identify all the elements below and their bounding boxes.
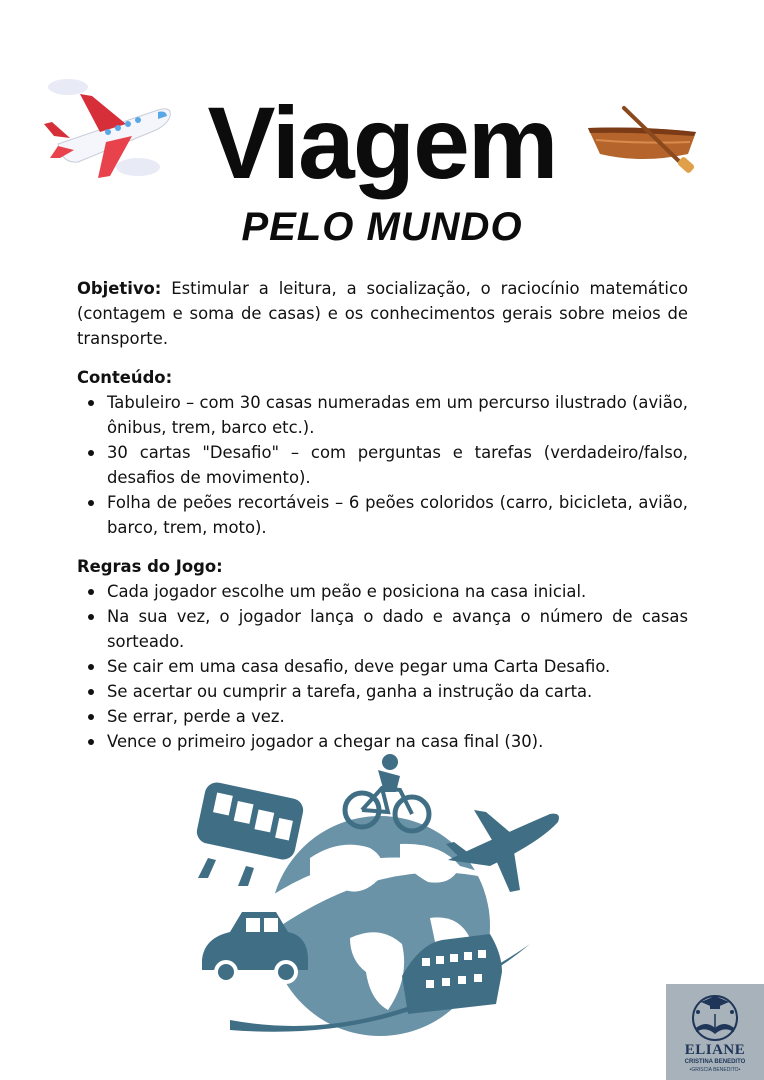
logo-subtitle: CRISTINA BENEDITO (684, 1059, 746, 1065)
list-item: Folha de peões recortáveis – 6 peões coloridos (carro, bicicleta, avião, barco, trem, moto). (77, 490, 688, 540)
list-item: Cada jogador escolhe um peão e posiciona na casa inicial. (77, 579, 688, 604)
objective-paragraph (77, 276, 688, 351)
list-item: Tabuleiro – com 30 casas numeradas em um percurso ilustrado (avião, ônibus, trem, barco etc.). (77, 390, 688, 440)
list-item: 30 cartas "Desafio" – com perguntas e tarefas (verdadeiro/falso, desafios de movimento). (77, 440, 688, 490)
logo-name: ELIANE (684, 1042, 746, 1058)
logo-tagline: •GRISCIA BENEDITO• (689, 1067, 741, 1073)
list-item: Se cair em uma casa desafio, deve pegar uma Carta Desafio. (77, 654, 688, 679)
globe-transport-icon (190, 748, 570, 1058)
objective-label: Objetivo: (77, 279, 162, 298)
content-heading: Conteúdo: (77, 368, 173, 387)
author-logo (666, 984, 764, 1080)
page-subtitle: PELO MUNDO (241, 205, 523, 249)
rules-list (77, 579, 688, 754)
list-item: Se errar, perde a vez. (77, 704, 688, 729)
objective-text: Estimular a leitura, a socialização, o raciocínio matemático (contagem e soma de casas) e os conhecimentos gerais sobre meios de transporte. (77, 279, 688, 348)
list-item: Vence o primeiro jogador a chegar na casa final (30). (77, 729, 688, 754)
rowboat-icon (584, 104, 702, 178)
book-graduation-cap-icon (666, 988, 764, 1046)
page-title: Viagem (207, 86, 557, 200)
rules-heading: Regras do Jogo: (77, 557, 223, 576)
list-item: Se acertar ou cumprir a tarefa, ganha a instrução da carta. (77, 679, 688, 704)
content-list (77, 390, 688, 540)
content-area (77, 276, 688, 754)
list-item: Na sua vez, o jogador lança o dado e avança o número de casas sorteado. (77, 604, 688, 654)
